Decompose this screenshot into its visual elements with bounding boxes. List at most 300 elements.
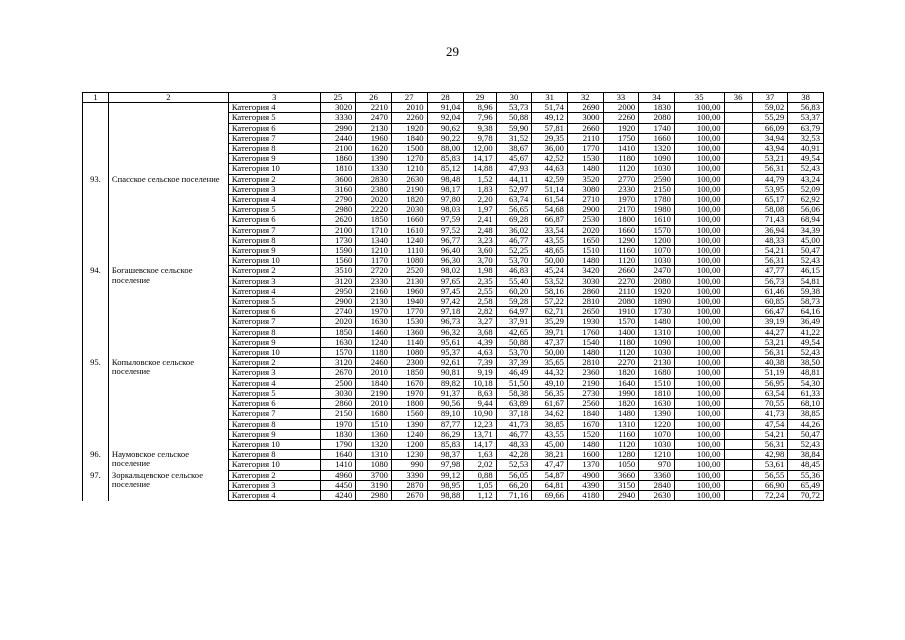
value-cell: 35,29: [532, 317, 568, 327]
value-cell: 1510: [356, 419, 392, 429]
value-cell: 2,58: [464, 297, 496, 307]
value-cell: 1200: [391, 439, 427, 449]
value-cell: 48,65: [532, 246, 568, 256]
value-cell: 990: [391, 460, 427, 470]
value-cell: 42,28: [496, 450, 532, 460]
value-cell: [724, 174, 752, 184]
value-cell: 1120: [603, 348, 639, 358]
value-cell: [724, 133, 752, 143]
value-cell: 100,00: [674, 490, 724, 500]
value-cell: 100,00: [674, 429, 724, 439]
value-cell: 2190: [567, 378, 603, 388]
value-cell: 53,61: [752, 460, 788, 470]
value-cell: 47,47: [532, 460, 568, 470]
value-cell: [724, 337, 752, 347]
value-cell: 1310: [639, 327, 675, 337]
value-cell: 1920: [391, 123, 427, 133]
value-cell: 1120: [603, 164, 639, 174]
value-cell: 62,92: [788, 195, 824, 205]
value-cell: 1610: [391, 225, 427, 235]
value-cell: 4180: [567, 490, 603, 500]
value-cell: 2660: [567, 123, 603, 133]
value-cell: 1630: [639, 399, 675, 409]
category-cell: Категория 8: [228, 419, 320, 429]
col-header: 26: [356, 93, 392, 103]
value-cell: [724, 103, 752, 113]
value-cell: 100,00: [674, 368, 724, 378]
category-cell: Категория 2: [228, 174, 320, 184]
value-cell: 68,10: [788, 399, 824, 409]
value-cell: 100,00: [674, 358, 724, 368]
value-cell: 1230: [391, 450, 427, 460]
value-cell: 1840: [356, 378, 392, 388]
value-cell: 51,50: [496, 378, 532, 388]
value-cell: 66,47: [752, 307, 788, 317]
value-cell: 100,00: [674, 409, 724, 419]
value-cell: 2990: [320, 123, 356, 133]
value-cell: 100,00: [674, 276, 724, 286]
value-cell: 52,09: [788, 184, 824, 194]
value-cell: 31,52: [496, 133, 532, 143]
value-cell: 2670: [320, 368, 356, 378]
value-cell: 1560: [320, 256, 356, 266]
value-cell: 88,00: [427, 144, 464, 154]
value-cell: 2,48: [464, 225, 496, 235]
value-cell: 1730: [639, 307, 675, 317]
value-cell: 46,77: [496, 235, 532, 245]
value-cell: 1370: [567, 460, 603, 470]
value-cell: 1960: [356, 133, 392, 143]
col-header: 37: [752, 93, 788, 103]
value-cell: 61,67: [532, 399, 568, 409]
settlement-name: Богашевское сельское поселение: [108, 266, 228, 358]
value-cell: 2670: [391, 490, 427, 500]
value-cell: 2630: [639, 490, 675, 500]
value-cell: 1030: [639, 348, 675, 358]
value-cell: [724, 460, 752, 470]
value-cell: 85,83: [427, 154, 464, 164]
value-cell: 2150: [639, 184, 675, 194]
category-cell: Категория 10: [228, 164, 320, 174]
value-cell: 58,08: [752, 205, 788, 215]
value-cell: 92,04: [427, 113, 464, 123]
value-cell: 32,53: [788, 133, 824, 143]
value-cell: 64,97: [496, 307, 532, 317]
value-cell: 65,17: [752, 195, 788, 205]
value-cell: 51,19: [752, 368, 788, 378]
value-cell: 2100: [320, 225, 356, 235]
value-cell: 1540: [567, 337, 603, 347]
value-cell: 63,74: [496, 195, 532, 205]
value-cell: 56,05: [496, 470, 532, 480]
value-cell: [724, 378, 752, 388]
value-cell: 1970: [391, 388, 427, 398]
value-cell: [724, 439, 752, 449]
value-cell: [724, 113, 752, 123]
value-cell: 4960: [320, 470, 356, 480]
value-cell: 1600: [567, 450, 603, 460]
value-cell: 90,62: [427, 123, 464, 133]
value-cell: 52,97: [496, 184, 532, 194]
table-row: [83, 103, 824, 113]
value-cell: 3080: [567, 184, 603, 194]
value-cell: 34,39: [788, 225, 824, 235]
category-cell: Категория 7: [228, 317, 320, 327]
value-cell: 1210: [356, 246, 392, 256]
value-cell: [724, 225, 752, 235]
value-cell: 45,24: [532, 266, 568, 276]
value-cell: 2860: [567, 286, 603, 296]
value-cell: 1840: [391, 133, 427, 143]
value-cell: 1390: [356, 154, 392, 164]
value-cell: 63,89: [496, 399, 532, 409]
value-cell: 1310: [603, 419, 639, 429]
category-cell: Категория 10: [228, 348, 320, 358]
value-cell: 2220: [356, 205, 392, 215]
value-cell: 1530: [391, 317, 427, 327]
value-cell: 1820: [603, 368, 639, 378]
value-cell: 98,17: [427, 184, 464, 194]
value-cell: 92,61: [427, 358, 464, 368]
value-cell: 57,81: [532, 123, 568, 133]
value-cell: 42,52: [532, 154, 568, 164]
value-cell: 38,85: [788, 409, 824, 419]
value-cell: [724, 276, 752, 286]
category-cell: Категория 8: [228, 327, 320, 337]
value-cell: 56,83: [788, 103, 824, 113]
value-cell: 3360: [639, 470, 675, 480]
value-cell: 100,00: [674, 154, 724, 164]
value-cell: 2,55: [464, 286, 496, 296]
value-cell: 1830: [639, 103, 675, 113]
value-cell: 2000: [603, 103, 639, 113]
value-cell: 43,24: [788, 174, 824, 184]
value-cell: 3020: [320, 103, 356, 113]
value-cell: 12,00: [464, 144, 496, 154]
category-cell: Категория 2: [228, 266, 320, 276]
category-cell: Категория 5: [228, 113, 320, 123]
value-cell: 1750: [603, 133, 639, 143]
value-cell: 2440: [320, 133, 356, 143]
value-cell: 46,77: [496, 429, 532, 439]
value-cell: 55,29: [752, 113, 788, 123]
value-cell: 1660: [391, 215, 427, 225]
value-cell: 45,00: [788, 235, 824, 245]
value-cell: 57,22: [532, 297, 568, 307]
value-cell: 2660: [603, 266, 639, 276]
settlement-number: 94.: [83, 266, 109, 358]
value-cell: 36,00: [532, 144, 568, 154]
value-cell: 50,88: [496, 337, 532, 347]
value-cell: 2020: [567, 225, 603, 235]
value-cell: 53,37: [788, 113, 824, 123]
value-cell: 1,12: [464, 490, 496, 500]
value-cell: 56,06: [788, 205, 824, 215]
value-cell: 1030: [639, 439, 675, 449]
value-cell: 100,00: [674, 113, 724, 123]
value-cell: 48,45: [788, 460, 824, 470]
value-cell: [724, 327, 752, 337]
value-cell: 2210: [356, 103, 392, 113]
value-cell: [724, 246, 752, 256]
value-cell: 9,19: [464, 368, 496, 378]
value-cell: 1320: [639, 144, 675, 154]
value-cell: 58,73: [788, 297, 824, 307]
value-cell: 53,21: [752, 154, 788, 164]
value-cell: 59,02: [752, 103, 788, 113]
value-cell: 3,23: [464, 235, 496, 245]
value-cell: 49,54: [788, 154, 824, 164]
value-cell: 54,30: [788, 378, 824, 388]
value-cell: 3150: [603, 480, 639, 490]
value-cell: 38,84: [788, 450, 824, 460]
value-cell: 100,00: [674, 174, 724, 184]
settlement-number: [83, 103, 109, 174]
value-cell: 100,00: [674, 297, 724, 307]
value-cell: 1920: [639, 286, 675, 296]
value-cell: 100,00: [674, 144, 724, 154]
value-cell: 2130: [356, 297, 392, 307]
value-cell: 53,73: [496, 103, 532, 113]
value-cell: 3000: [567, 113, 603, 123]
value-cell: 97,42: [427, 297, 464, 307]
value-cell: 2980: [320, 205, 356, 215]
value-cell: 53,52: [532, 276, 568, 286]
value-cell: 98,37: [427, 450, 464, 460]
value-cell: 1680: [639, 368, 675, 378]
value-cell: 2100: [320, 144, 356, 154]
value-cell: 100,00: [674, 317, 724, 327]
value-cell: 51,14: [532, 184, 568, 194]
value-cell: 1410: [603, 144, 639, 154]
value-cell: 53,95: [752, 184, 788, 194]
col-header: 29: [464, 93, 496, 103]
value-cell: 54,21: [752, 429, 788, 439]
col-header: 27: [391, 93, 427, 103]
value-cell: 52,43: [788, 348, 824, 358]
category-cell: Категория 5: [228, 388, 320, 398]
value-cell: 2520: [391, 266, 427, 276]
value-cell: 1480: [603, 409, 639, 419]
value-cell: 1650: [567, 235, 603, 245]
value-cell: 61,46: [752, 286, 788, 296]
value-cell: 1110: [391, 246, 427, 256]
value-cell: [724, 144, 752, 154]
value-cell: [724, 419, 752, 429]
value-cell: 59,28: [496, 297, 532, 307]
value-cell: 2020: [356, 195, 392, 205]
value-cell: 1920: [603, 123, 639, 133]
value-cell: 98,95: [427, 480, 464, 490]
value-cell: 1180: [603, 337, 639, 347]
value-cell: 8,96: [464, 103, 496, 113]
value-cell: 49,12: [532, 113, 568, 123]
value-cell: 2080: [603, 297, 639, 307]
value-cell: 2020: [320, 317, 356, 327]
value-cell: 1080: [391, 256, 427, 266]
value-cell: 2170: [603, 205, 639, 215]
value-cell: 9,38: [464, 123, 496, 133]
value-cell: 46,15: [788, 266, 824, 276]
value-cell: 2300: [391, 358, 427, 368]
value-cell: 2080: [639, 113, 675, 123]
col-header: 31: [532, 93, 568, 103]
value-cell: 1480: [639, 317, 675, 327]
value-cell: 2460: [356, 358, 392, 368]
value-cell: 2590: [639, 174, 675, 184]
category-cell: Категория 4: [228, 195, 320, 205]
value-cell: 0,88: [464, 470, 496, 480]
value-cell: 1970: [603, 195, 639, 205]
value-cell: 56,35: [532, 388, 568, 398]
value-cell: 70,72: [788, 490, 824, 500]
value-cell: 100,00: [674, 460, 724, 470]
value-cell: 2260: [391, 113, 427, 123]
category-cell: Категория 3: [228, 368, 320, 378]
category-cell: Категория 10: [228, 460, 320, 470]
value-cell: 44,63: [532, 164, 568, 174]
value-cell: 54,87: [532, 470, 568, 480]
value-cell: 2530: [567, 215, 603, 225]
value-cell: 90,81: [427, 368, 464, 378]
value-cell: 3,60: [464, 246, 496, 256]
value-cell: [724, 399, 752, 409]
settlement-name: Наумовское сельское поселение: [108, 450, 228, 470]
value-cell: 3030: [567, 276, 603, 286]
value-cell: 100,00: [674, 184, 724, 194]
value-cell: 1240: [391, 429, 427, 439]
value-cell: 53,21: [752, 337, 788, 347]
category-cell: Категория 5: [228, 297, 320, 307]
value-cell: 14,17: [464, 154, 496, 164]
col-header: 2: [108, 93, 228, 103]
value-cell: 72,24: [752, 490, 788, 500]
table-row: [83, 450, 824, 460]
value-cell: 1480: [567, 439, 603, 449]
value-cell: 1460: [356, 327, 392, 337]
value-cell: 91,04: [427, 103, 464, 113]
value-cell: 38,85: [532, 419, 568, 429]
value-cell: 61,54: [532, 195, 568, 205]
value-cell: 1760: [567, 327, 603, 337]
settlement-number: 96.: [83, 450, 109, 470]
value-cell: [724, 388, 752, 398]
category-cell: Категория 10: [228, 256, 320, 266]
value-cell: 1070: [639, 429, 675, 439]
table-row: [83, 470, 824, 480]
settlement-name: Зоркальцевское сельское поселение: [108, 470, 228, 501]
value-cell: 56,31: [752, 164, 788, 174]
col-header: 30: [496, 93, 532, 103]
value-cell: 64,81: [532, 480, 568, 490]
value-cell: 2130: [639, 358, 675, 368]
category-cell: Категория 4: [228, 286, 320, 296]
category-cell: Категория 7: [228, 225, 320, 235]
value-cell: 2900: [567, 205, 603, 215]
value-cell: 7,96: [464, 113, 496, 123]
value-cell: [724, 256, 752, 266]
value-cell: 59,38: [788, 286, 824, 296]
value-cell: 1120: [603, 256, 639, 266]
value-cell: 100,00: [674, 286, 724, 296]
value-cell: 2690: [567, 103, 603, 113]
value-cell: 1,98: [464, 266, 496, 276]
value-cell: 2810: [567, 297, 603, 307]
value-cell: 1730: [320, 235, 356, 245]
value-cell: 51,74: [532, 103, 568, 113]
value-cell: [724, 123, 752, 133]
value-cell: 1280: [603, 450, 639, 460]
category-cell: Категория 7: [228, 409, 320, 419]
value-cell: 96,73: [427, 317, 464, 327]
col-header: 38: [788, 93, 824, 103]
value-cell: 95,61: [427, 337, 464, 347]
value-cell: 98,02: [427, 266, 464, 276]
value-cell: 1030: [639, 164, 675, 174]
value-cell: 52,25: [496, 246, 532, 256]
value-cell: 1220: [639, 419, 675, 429]
value-cell: 2810: [567, 358, 603, 368]
value-cell: 1080: [356, 460, 392, 470]
col-header: 33: [603, 93, 639, 103]
value-cell: 1670: [567, 419, 603, 429]
value-cell: [724, 317, 752, 327]
category-cell: Категория 8: [228, 144, 320, 154]
value-cell: 97,18: [427, 307, 464, 317]
value-cell: [724, 266, 752, 276]
value-cell: 1160: [603, 246, 639, 256]
value-cell: 1030: [639, 256, 675, 266]
value-cell: 1270: [391, 154, 427, 164]
value-cell: 2330: [603, 184, 639, 194]
value-cell: 4,63: [464, 348, 496, 358]
category-cell: Категория 6: [228, 123, 320, 133]
value-cell: 1140: [391, 337, 427, 347]
value-cell: 100,00: [674, 103, 724, 113]
value-cell: 1630: [320, 337, 356, 347]
settlement-number: 95.: [83, 358, 109, 450]
value-cell: 1640: [603, 378, 639, 388]
header-row: [83, 93, 824, 103]
category-cell: Категория 5: [228, 205, 320, 215]
value-cell: 71,43: [752, 215, 788, 225]
settlement-name: Копыловское сельское поселение: [108, 358, 228, 450]
value-cell: 3700: [356, 470, 392, 480]
value-cell: 1740: [639, 123, 675, 133]
value-cell: 100,00: [674, 246, 724, 256]
value-cell: 3600: [320, 174, 356, 184]
value-cell: 2160: [356, 286, 392, 296]
value-cell: 37,91: [496, 317, 532, 327]
value-cell: 1570: [603, 317, 639, 327]
value-cell: 37,18: [496, 409, 532, 419]
value-cell: 37,39: [496, 358, 532, 368]
value-cell: [724, 205, 752, 215]
value-cell: 1850: [391, 368, 427, 378]
value-cell: 1210: [639, 450, 675, 460]
value-cell: 2030: [391, 205, 427, 215]
value-cell: [724, 470, 752, 480]
value-cell: 89,82: [427, 378, 464, 388]
value-cell: 1820: [391, 195, 427, 205]
value-cell: 1590: [320, 246, 356, 256]
value-cell: 99,12: [427, 470, 464, 480]
value-cell: 4390: [567, 480, 603, 490]
value-cell: 2470: [639, 266, 675, 276]
value-cell: 2190: [391, 184, 427, 194]
value-cell: 7,39: [464, 358, 496, 368]
value-cell: 1930: [567, 317, 603, 327]
